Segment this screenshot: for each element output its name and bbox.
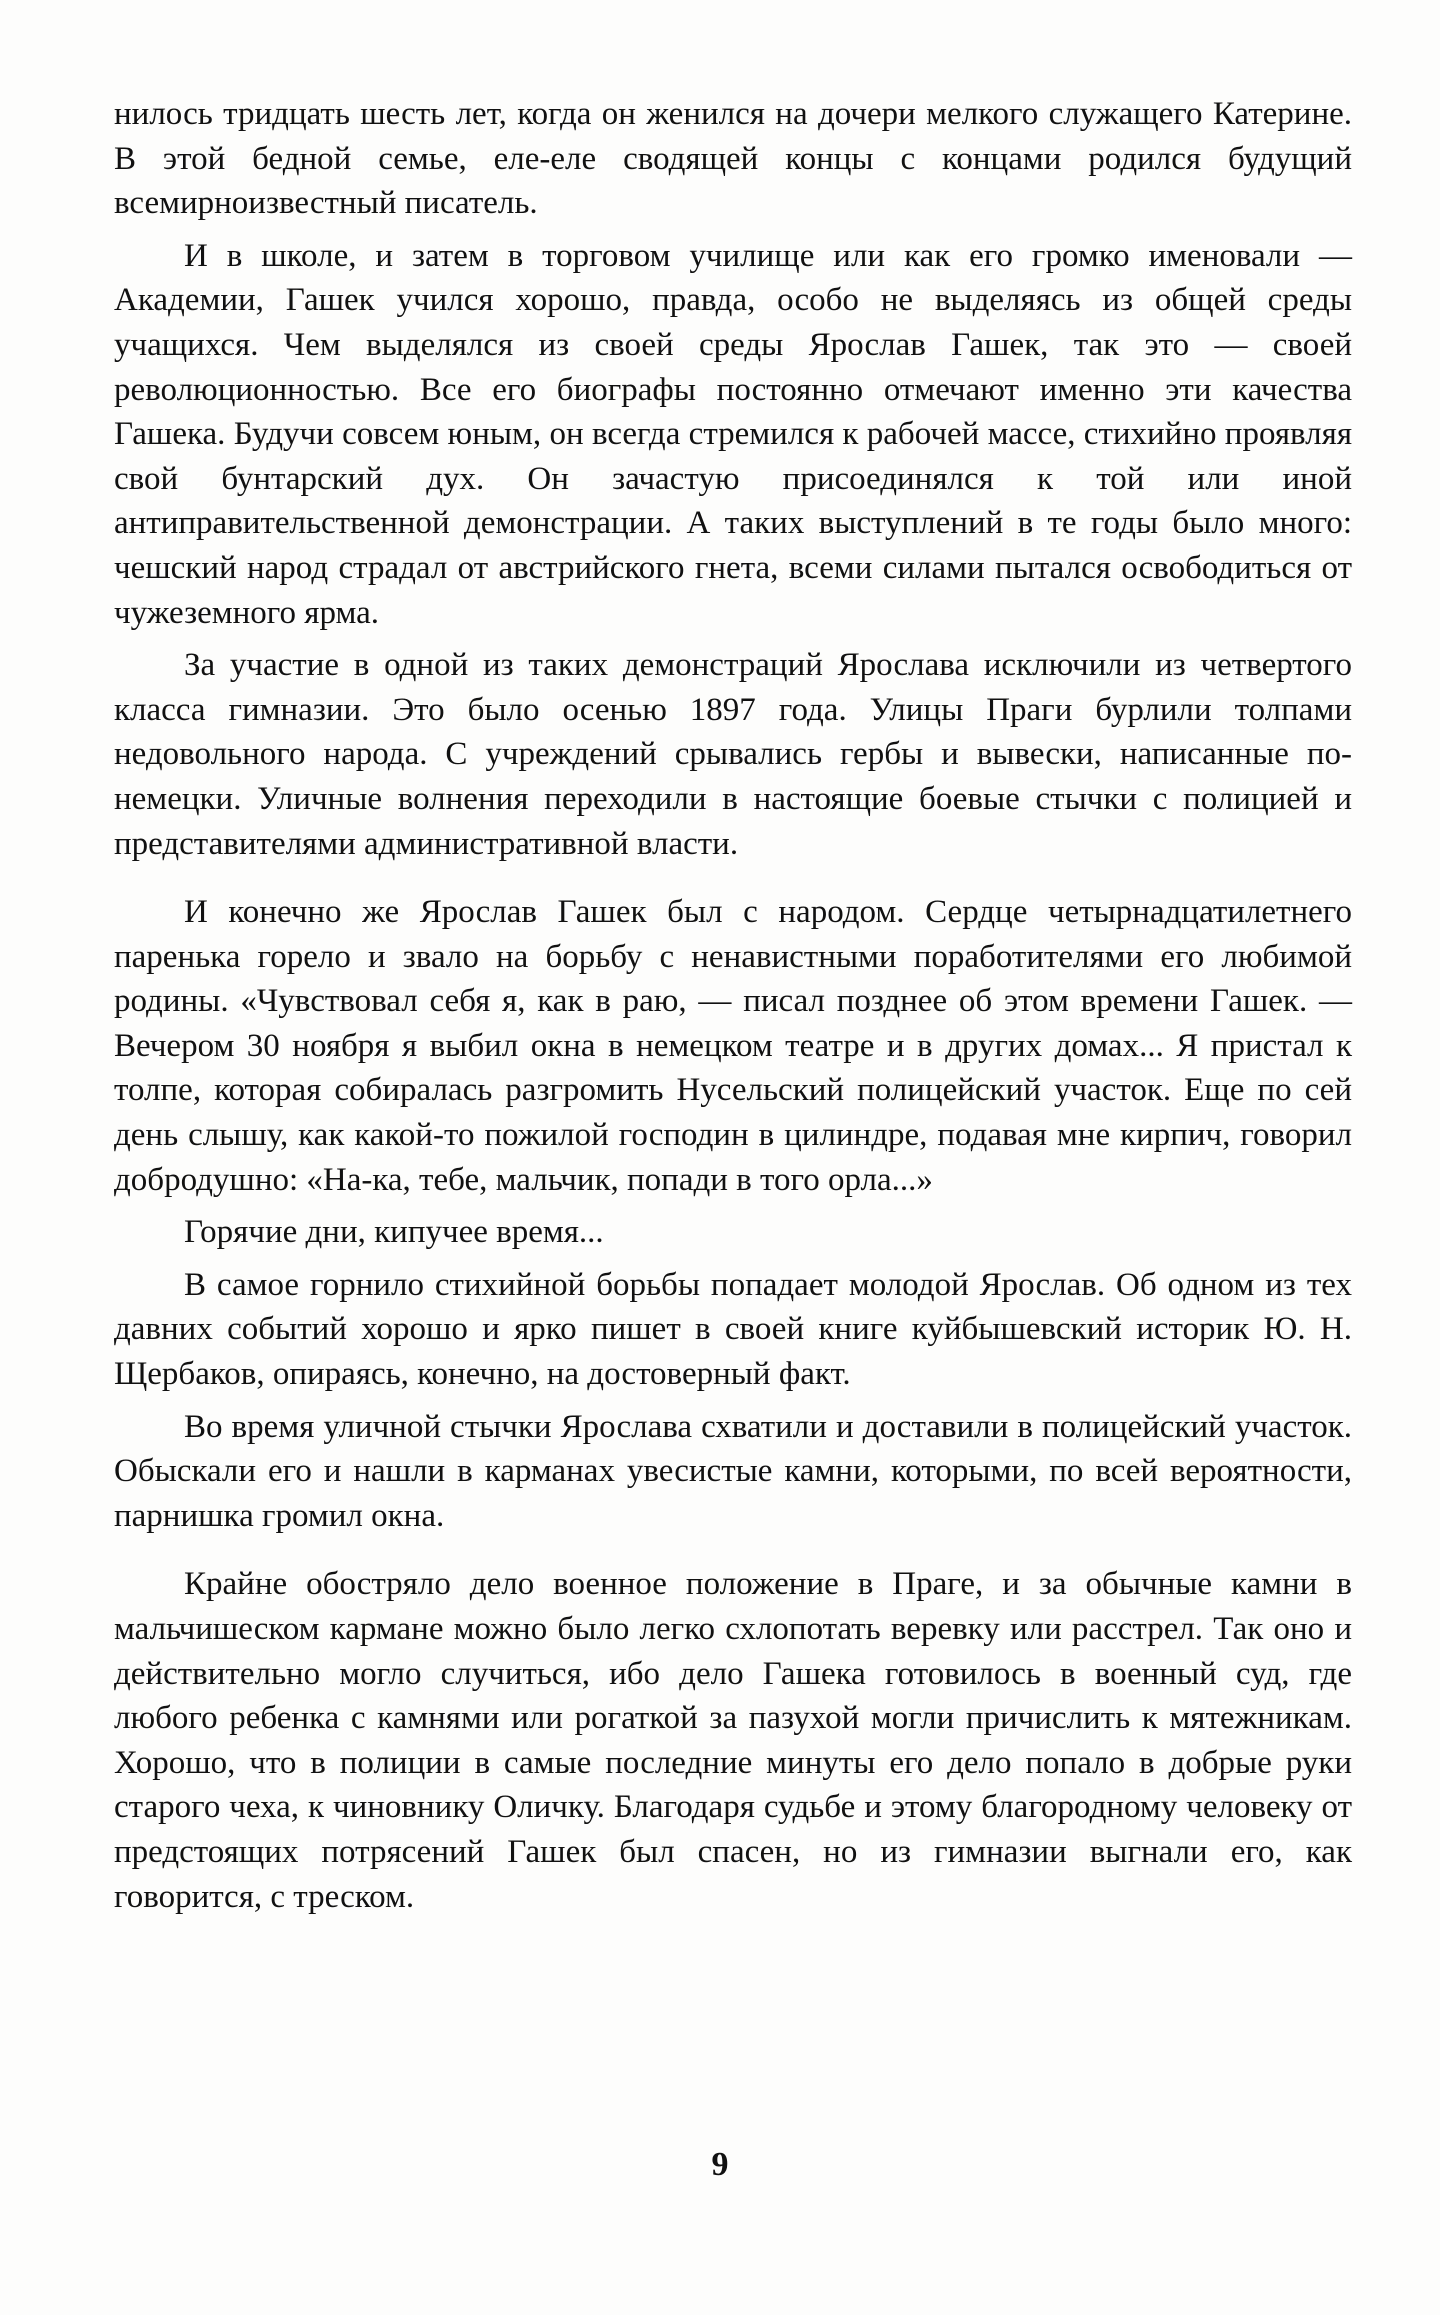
paragraph-6: В самое горнило стихийной борьбы попадает молодой Ярослав. Об одном из тех давних событий хорошо и ярко пишет в своей книге куйбышевский историк Ю. Н. Щербаков, опираясь, конечно, на достоверный факт. — [114, 1266, 1352, 1393]
paragraph-5: Горячие дни, кипучее время... — [184, 1214, 604, 1251]
page-number: 9 — [711, 2146, 729, 2183]
paragraph-1: нилось тридцать шесть лет, когда он женился на дочери мелкого служащего Катерине. В этой бедной семье, еле-еле сводящей концы с концами родился будущий всемирноизвестный писатель. — [114, 96, 1352, 222]
paragraph-4: И конечно же Ярослав Гашек был с народом. Сердце четырнадцатилетнего паренька горело и звало на борьбу с ненавистными поработителями его любимой родины. «Чувствовал себя я, как в раю, — писал позднее об этом времени Гашек. — Вечером 30 ноября я выбил окна в немецком театре и в других домах... Я пристал к толпе, которая собиралась разгромить Нусельский полицейский участок. Еще по сей день слышу, как какой-то пожилой господин в цилиндре, подавая мне кирпич, говорил добродушно: «На-ка, тебе, мальчик, попади в того орла...» — [114, 894, 1352, 1198]
body-text — [114, 92, 1352, 1919]
paragraph-3: За участие в одной из таких демонстраций Ярослава исключили из четвертого класса гимназии. Это было осенью 1897 года. Улицы Праги бурлили толпами недовольного народа. С учреждений срывались гербы и вывески, написанные по-немецки. Уличные волнения переходили в настоящие боевые стычки с полицией и представителями административной власти. — [114, 647, 1352, 862]
paragraph-2: И в школе, и затем в торговом училище или как его громко именовали — Академии, Гашек учился хорошо, правда, особо не выделяясь из общей среды учащихся. Чем выделялся из своей среды Ярослав Гашек, так это — своей революционностью. Все его биографы постоянно отмечают именно эти качества Гашека. Будучи совсем юным, он всегда стремился к рабочей массе, стихийно проявляя свой бунтарский дух. Он зачастую присоединялся к той или иной антиправительственной демонстрации. А таких выступлений в те годы было много: чешский народ страдал от австрийского гнета, всеми силами пытался освободиться от чужеземного ярма. — [114, 237, 1352, 631]
paragraph-8: Крайне обостряло дело военное положение в Праге, и за обычные камни в мальчишеском кармане можно было легко схлопотать веревку или расстрел. Так оно и действительно могло случиться, ибо дело Гашека готовилось в военный суд, где любого ребенка с камнями или рогаткой за пазухой могли причислить к мятежникам. Хорошо, что в полиции в самые последние минуты его дело попало в добрые руки старого чеха, к чиновнику Оличку. Благодаря судьбе и этому благородному человеку от предстоящих потрясений Гашек был спасен, но из гимназии выгнали его, как говорится, с треском. — [114, 1566, 1352, 1915]
paragraph-7: Во время уличной стычки Ярослава схватили и доставили в полицейский участок. Обыскали его и нашли в карманах увесистые камни, которыми, по всей вероятности, парнишка громил окна. — [114, 1408, 1352, 1534]
